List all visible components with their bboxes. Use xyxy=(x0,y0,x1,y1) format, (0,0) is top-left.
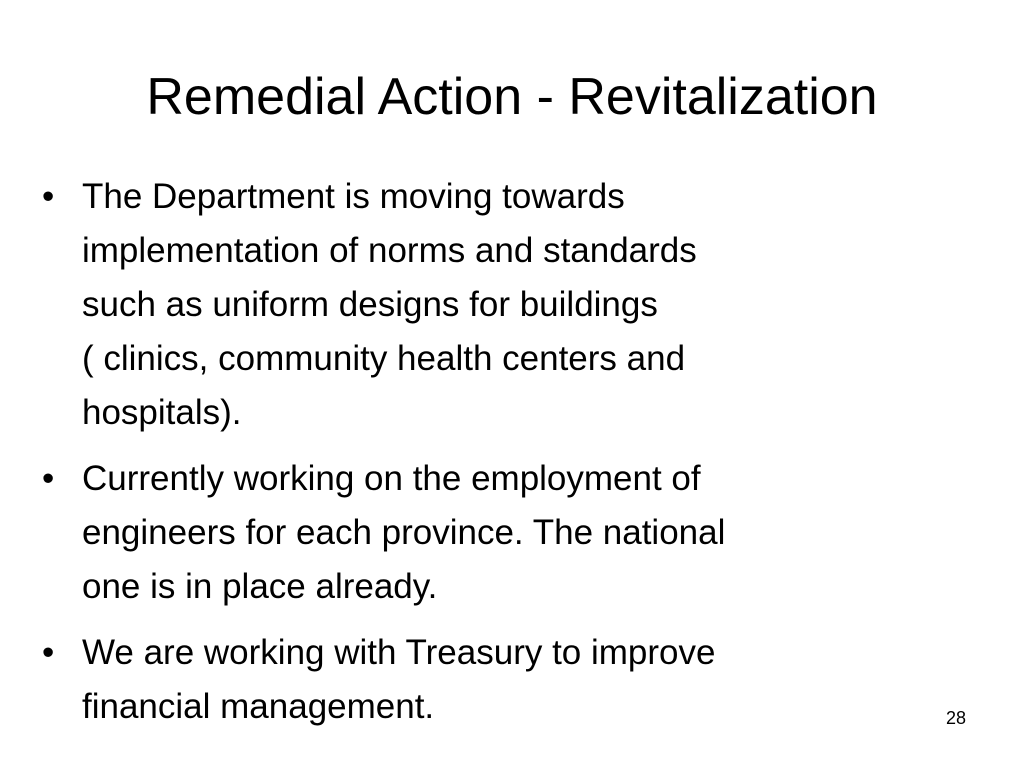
page-number: 28 xyxy=(945,708,966,728)
bullet-marker: • xyxy=(42,177,55,216)
bullet-line: financial management. xyxy=(82,687,435,726)
bullet-line: Currently working on the employment of xyxy=(82,459,701,498)
bullet-marker: • xyxy=(42,459,55,498)
bullet-list xyxy=(42,170,942,746)
bullet-item xyxy=(42,626,942,734)
bullet-line: hospitals). xyxy=(82,393,242,432)
bullet-line: engineers for each province. The national xyxy=(82,513,726,552)
bullet-text xyxy=(82,626,942,734)
bullet-marker: • xyxy=(42,633,55,672)
slide-title: Remedial Action - Revitalization xyxy=(146,68,878,126)
bullet-text xyxy=(82,170,942,440)
bullet-line: We are working with Treasury to improve xyxy=(82,633,716,672)
bullet-line: implementation of norms and standards xyxy=(82,231,697,270)
bullet-text xyxy=(82,452,942,614)
bullet-line: such as uniform designs for buildings xyxy=(82,285,658,324)
bullet-line: The Department is moving towards xyxy=(82,177,625,216)
bullet-line: ( clinics, community health centers and xyxy=(82,339,686,378)
bullet-item xyxy=(42,452,942,614)
bullet-line: one is in place already. xyxy=(82,567,438,606)
bullet-item xyxy=(42,170,942,440)
